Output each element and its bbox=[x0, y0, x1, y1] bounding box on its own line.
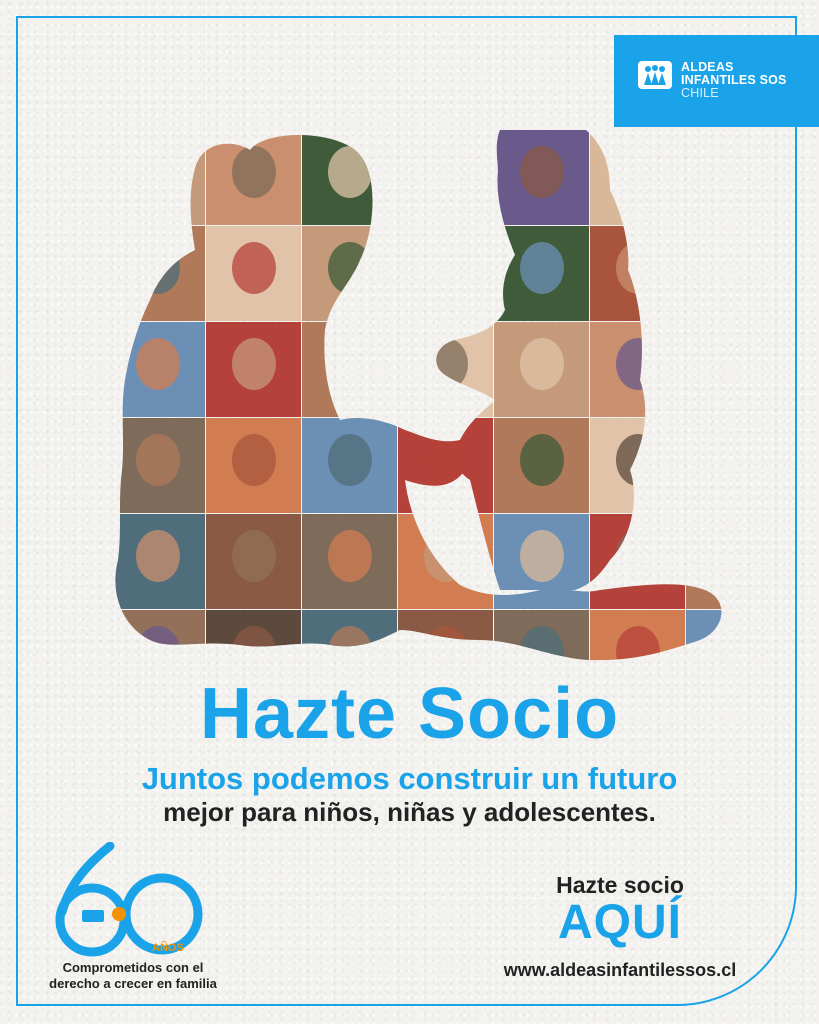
collage-face-shape bbox=[616, 530, 660, 582]
collage-face-shape bbox=[616, 146, 660, 198]
cta-small-label: Hazte socio bbox=[556, 872, 684, 898]
collage-face-shape bbox=[712, 434, 756, 486]
collage-photo-tile bbox=[590, 226, 685, 321]
collage-face-shape bbox=[328, 626, 372, 678]
collage-face-shape bbox=[136, 146, 180, 198]
collage-face-shape bbox=[136, 338, 180, 390]
collage-photo-tile bbox=[302, 322, 397, 417]
collage-face-shape bbox=[136, 626, 180, 678]
collage-face-shape bbox=[520, 530, 564, 582]
collage-photo-tile bbox=[398, 130, 493, 225]
brand-line-2: INFANTILES SOS bbox=[681, 73, 787, 87]
badge-years-label: AÑOS bbox=[152, 942, 184, 954]
collage-face-shape bbox=[136, 530, 180, 582]
badge-caption-line-1: Comprometidos con el bbox=[62, 960, 204, 975]
collage-photo-tile bbox=[110, 130, 205, 225]
collage-face-shape bbox=[520, 146, 564, 198]
collage-face-shape bbox=[712, 626, 756, 678]
collage-face-shape bbox=[328, 530, 372, 582]
collage-face-shape bbox=[712, 146, 756, 198]
collage-photo-tile bbox=[110, 226, 205, 321]
collage-face-shape bbox=[424, 338, 468, 390]
collage-face-shape bbox=[232, 434, 276, 486]
cta-here-link[interactable]: AQUÍ bbox=[558, 896, 682, 949]
subline-1: Juntos podemos construir un futuro bbox=[141, 761, 678, 796]
collage-face-shape bbox=[328, 242, 372, 294]
collage-face-shape bbox=[328, 434, 372, 486]
collage-face-shape bbox=[424, 242, 468, 294]
collage-face-shape bbox=[520, 242, 564, 294]
collage-photo-tile bbox=[686, 610, 781, 680]
collage-photo-tile bbox=[398, 514, 493, 609]
collage-face-shape bbox=[520, 434, 564, 486]
collage-photo-tile bbox=[686, 130, 781, 225]
collage-face-shape bbox=[328, 146, 372, 198]
collage-face-shape bbox=[424, 530, 468, 582]
collage-photo-tile bbox=[398, 610, 493, 680]
collage-face-shape bbox=[520, 626, 564, 678]
subline-2: mejor para niños, niñas y adolescentes. bbox=[163, 797, 656, 827]
collage-face-shape bbox=[616, 434, 660, 486]
collage-face-shape bbox=[520, 338, 564, 390]
collage-photo-tile bbox=[686, 514, 781, 609]
collage-face-shape bbox=[232, 146, 276, 198]
collage-photo-tile bbox=[686, 418, 781, 513]
collage-face-shape bbox=[136, 242, 180, 294]
collage-face-shape bbox=[424, 626, 468, 678]
badge-caption bbox=[28, 960, 238, 992]
badge-caption-line-2: derecho a crecer en familia bbox=[49, 976, 217, 991]
collage-face-shape bbox=[232, 626, 276, 678]
collage-face-shape bbox=[424, 146, 468, 198]
brand-line-1: ALDEAS bbox=[681, 60, 734, 74]
headline: Hazte Socio bbox=[199, 674, 620, 754]
collage-photo-tile bbox=[590, 130, 685, 225]
collage-face-shape bbox=[616, 338, 660, 390]
website-link[interactable]: www.aldeasinfantilessos.cl bbox=[503, 960, 737, 980]
collage-face-shape bbox=[232, 338, 276, 390]
collage-face-shape bbox=[328, 338, 372, 390]
collage-face-shape bbox=[712, 338, 756, 390]
brand-line-3: CHILE bbox=[681, 86, 719, 100]
collage-photo-tile bbox=[686, 226, 781, 321]
collage-photo-tile bbox=[590, 514, 685, 609]
collage-face-shape bbox=[712, 242, 756, 294]
collage-face-shape bbox=[136, 434, 180, 486]
collage-face-shape bbox=[424, 434, 468, 486]
collage-face-shape bbox=[616, 626, 660, 678]
collage-photo-tile bbox=[110, 610, 205, 680]
collage-face-shape bbox=[232, 530, 276, 582]
collage-face-shape bbox=[616, 242, 660, 294]
collage-photo-tile bbox=[398, 226, 493, 321]
collage-photo-tile bbox=[590, 418, 685, 513]
collage-face-shape bbox=[712, 530, 756, 582]
collage-face-shape bbox=[232, 242, 276, 294]
collage-photo-tile bbox=[686, 322, 781, 417]
